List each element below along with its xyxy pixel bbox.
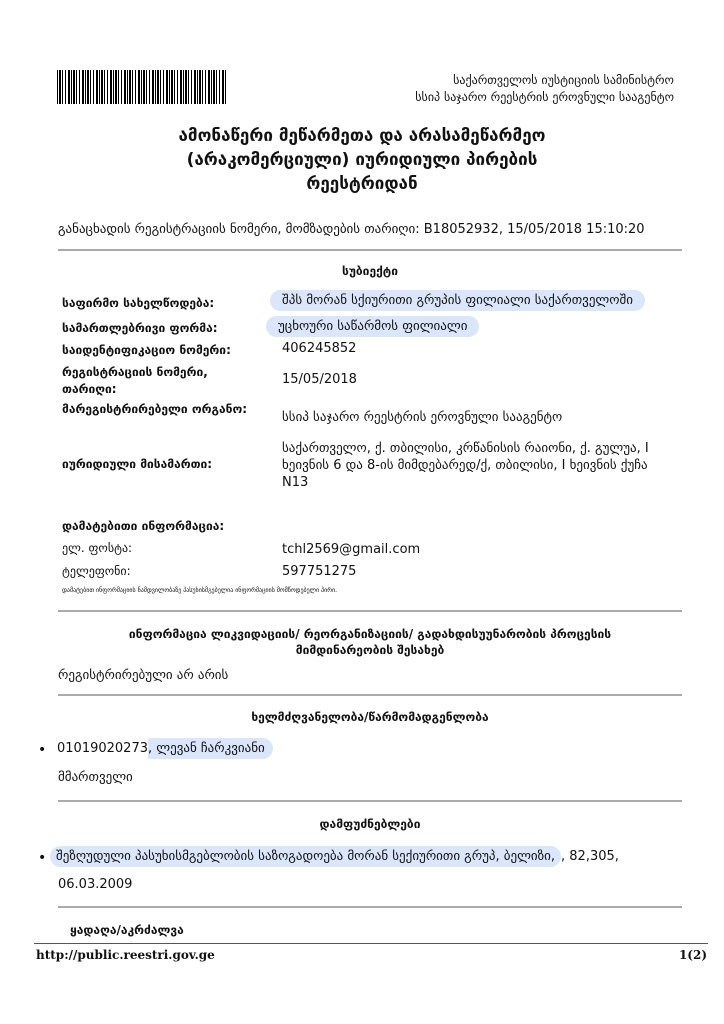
agency-line-1: საქართველოს იუსტიციის სამინისტრო <box>453 73 674 87</box>
founder-date: 06.03.2009 <box>58 877 133 892</box>
legal-address-label: იურიდიული მისამართი: <box>62 457 213 471</box>
email-value: tchl2569@gmail.com <box>282 542 421 557</box>
divider <box>58 906 682 908</box>
registering-body-label: მარეგისტრირებელი ორგანო: <box>62 402 248 416</box>
additional-info-heading: დამატებითი ინფორმაცია: <box>62 519 225 533</box>
legal-form-text: უცხოური საწარმოს ფილიალი <box>266 316 479 337</box>
phone-value: 597751275 <box>282 564 357 579</box>
liquidation-heading-line-1: ინფორმაცია ლიკვიდაციის/ რეორგანიზაციის/ გადახდისუუნარობის პროცესის <box>128 627 612 641</box>
founders-heading: დამფუძნებლები <box>319 817 421 831</box>
liquidation-heading <box>58 626 682 658</box>
phone-label: ტელეფონი: <box>62 564 131 578</box>
legal-address-value: საქართველო, ქ. თბილისი, კრწანისის რაიონი, ქ. გულუა, I ხეივნის 6 და 8-ის მიმდებარედ/ქ, თბილისი, I ხეივნის ქუჩა N13 <box>282 441 649 490</box>
founder-details: , 82,305, <box>561 849 619 864</box>
management-heading: ხელმძღვანელობა/წარმომადგენლობა <box>251 710 489 724</box>
founder-entry <box>50 849 619 864</box>
registering-body-value: სსიპ საჯარო რეესტრის ეროვნული სააგენტო <box>282 410 563 425</box>
subject-heading: სუბიექტი <box>342 264 398 278</box>
divider <box>58 800 682 802</box>
footer-url[interactable]: http://public.reestri.gov.ge <box>36 948 215 962</box>
legal-form-label: სამართლებრივი ფორმა: <box>62 321 218 335</box>
divider <box>58 610 682 612</box>
founder-name: შეზღუდული პასუხისმგებლობის საზოგადოება მორან სექიურითი გრუპ, ბელიზი, <box>50 846 561 867</box>
firm-name-label: საფირმო სახელწოდება: <box>62 296 215 310</box>
management-id: 01019020273 <box>57 741 148 756</box>
id-number-label: საიდენტიფიკაციო ნომერი: <box>62 343 231 357</box>
firm-name-value <box>270 292 645 309</box>
page-number: 1(2) <box>678 948 707 962</box>
management-bullet: • <box>38 742 47 758</box>
title-line-1: ამონაწერი მეწარმეთა და არასამეწარმეო <box>178 126 546 146</box>
id-number-value: 406245852 <box>282 341 357 356</box>
document-title <box>0 124 724 196</box>
footer-divider <box>34 943 708 944</box>
agency-line-2: სსიპ საჯარო რეესტრის ეროვნული სააგენტო <box>415 90 674 104</box>
application-number: განაცხადის რეგისტრაციის ნომერი, მომზადების თარიღი: B18052932, 15/05/2018 15:10:20 <box>58 222 645 237</box>
title-line-2: (არაკომერციული) იურიდიული პირების <box>186 150 538 170</box>
email-label: ელ. ფოსტა: <box>62 541 133 555</box>
info-disclaimer: დამატებით ინფორმაციის ნამდვილობაზე პასუხისმგებელია ინფორმაციის მომწოდებელი პირი. <box>62 587 338 594</box>
liquidation-heading-line-2: მიმდინარეობის შესახებ <box>295 643 445 657</box>
legal-form-value <box>266 318 479 335</box>
divider <box>58 694 682 696</box>
registration-label: რეგისტრაციის ნომერი, თარიღი: <box>62 365 208 396</box>
registration-value: 15/05/2018 <box>282 372 357 387</box>
title-line-3: რეესტრიდან <box>306 174 418 194</box>
management-role: მმართველი <box>58 770 133 785</box>
management-name: , ლევან ჩარკვიანი <box>148 738 273 759</box>
liquidation-status: რეგისტრირებული არ არის <box>58 668 229 683</box>
agency-block <box>415 72 674 106</box>
divider <box>58 249 682 251</box>
seizure-heading: ყადაღა/აკრძალვა <box>70 923 184 937</box>
firm-name-text: შპს მორან სქიურითი გრუპის ფილიალი საქართველოში <box>270 290 645 311</box>
founder-bullet: • <box>38 850 47 866</box>
management-person <box>57 741 273 756</box>
barcode <box>57 70 227 104</box>
